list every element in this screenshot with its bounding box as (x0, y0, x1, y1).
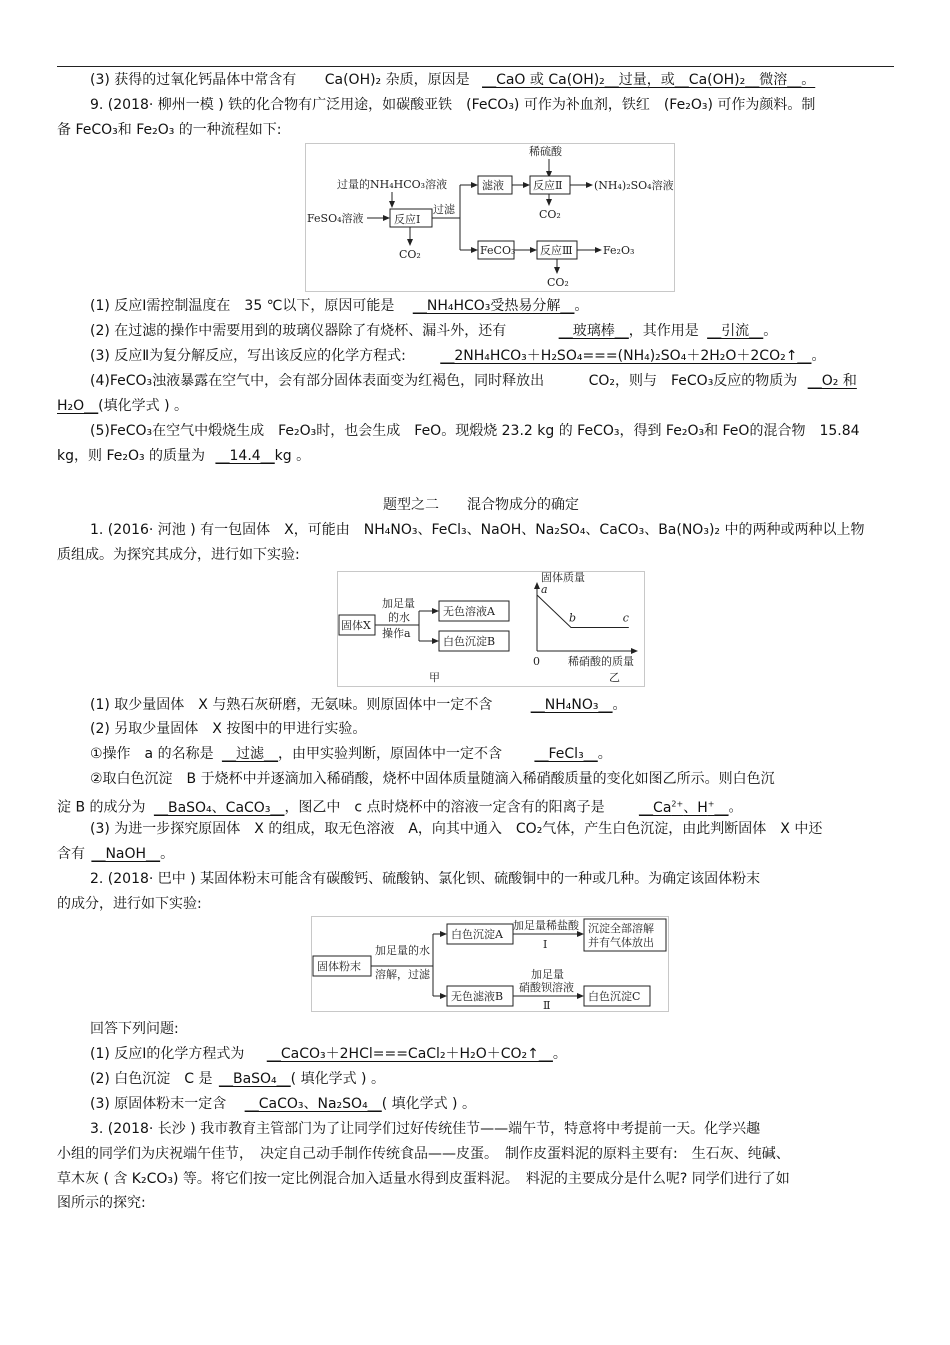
nh4hco3-label: 过量的NH₄HCO₃溶液 (337, 178, 448, 191)
figure-caption-jia: 甲 (429, 671, 440, 684)
q3-stem-cont: 图所示的探究: (57, 1195, 146, 1211)
q2-prompt: 回答下列问题: (90, 1021, 179, 1037)
text: (1) 取少量固体 X 与熟石灰研磨，无氨味。则原固体中一定不含 (90, 697, 493, 713)
text: (2) 在过滤的操作中需要用到的玻璃仪器除了有烧杯、漏斗外，还有 (90, 323, 507, 339)
solid-x-label: 固体X (341, 619, 371, 632)
text: Ca(OH)₂ 杂质，原因是 (324, 72, 470, 88)
add-water-label: 加足量 (382, 597, 415, 610)
answer: __14.4__ (215, 448, 275, 464)
q2-3-line (90, 1095, 476, 1113)
q9-4-line (90, 372, 857, 390)
precipitate-c-label: 白色沉淀C (588, 990, 641, 1003)
text: ，其作用是 (628, 323, 699, 339)
text: ( 填化学式 ) 。 (290, 1071, 385, 1087)
answer: $\_\_Ca^{2+}$、H+__ (639, 799, 729, 816)
answer: __NH₄HCO₃受热易分解__ (412, 298, 575, 314)
q9-stem: 9. (2018· 柳州一模 ) 铁的化合物有广泛用途，如碳酸亚铁 (FeCO₃) 可作为补血剂，铁红 (Fe₂O₃) 可作为颜料。制 (90, 97, 816, 113)
answer: __FeCl₃__ (534, 746, 598, 762)
q2-stem: 2. (2018· 巴中 ) 某固体粉末可能含有碳酸钙、硫酸钠、氯化钡、硫酸铜中的一种或几种。为确定该固体粉末 (90, 871, 761, 887)
q1-2-1-line (90, 745, 612, 763)
answer: __BaSO₄__ (218, 1071, 291, 1087)
filtration-label: 过滤 (433, 203, 455, 216)
text: kg 。 (274, 448, 311, 464)
figure-jia-yi (337, 571, 645, 687)
answer: __CaO 或 Ca(OH)₂__过量，或__Ca(OH)₂__微溶__。 (482, 72, 816, 88)
q1-stem-cont: 质组成。为探究其成分，进行如下实验: (57, 547, 300, 563)
y-axis-label: 固体质量 (541, 571, 585, 584)
text: 。 (552, 1046, 567, 1062)
flowchart-feco3 (305, 143, 675, 292)
q9-4-line-cont (57, 397, 188, 415)
powder-label: 固体粉末 (317, 960, 361, 973)
point-b-label: b (569, 611, 577, 625)
text: kg，则 Fe₂O₃ 的质量为 (57, 448, 206, 464)
add-hcl-label: 加足量稀盐酸 (513, 919, 579, 932)
q1-2-2-line-cont (57, 795, 742, 817)
solution-a-label: 无色溶液A (443, 605, 495, 618)
answer: __CaCO₃＋2HCl===CaCl₂＋H₂O＋CO₂↑__ (266, 1046, 553, 1062)
reaction-2-label: Ⅱ (543, 999, 551, 1012)
q3-stem-cont: 草木灰 ( 含 K₂CO₃) 等。将它们按一定比例混合加入适量水得到皮蛋料泥。 料泥的主要成分是什么呢? 同学们进行了如 (57, 1171, 790, 1187)
q9-5-line-cont (57, 447, 310, 465)
text: CO₂，则与 FeCO₃反应的物质为 (588, 373, 798, 389)
answer: __O₂ 和 (807, 373, 857, 389)
q9-3-line (90, 347, 825, 365)
x-axis-label: 稀硝酸的质量 (568, 655, 634, 668)
add-bano3-label: 硝酸钡溶液 (519, 981, 574, 994)
answer: __过滤__ (222, 746, 279, 762)
text: 。 (612, 697, 627, 713)
mass-curve (537, 595, 629, 628)
q9-stem-cont: 备 FeCO₃和 Fe₂O₃ 的一种流程如下: (57, 122, 282, 138)
text: (4)FeCO₃浊液暴露在空气中，会有部分固体表面变为红褐色，同时释放出 (90, 373, 545, 389)
text: (3) 获得的过氧化钙晶体中常含有 (90, 72, 297, 88)
answer: H₂O__ (57, 398, 99, 414)
text: ( 填化学式 ) 。 (381, 1096, 476, 1112)
text: (1) 反应Ⅰ的化学方程式为 (90, 1046, 245, 1062)
result-label: 沉淀全部溶解 (588, 922, 654, 935)
add-bano3-label: 加足量 (531, 968, 564, 981)
flowchart-powder (311, 916, 669, 1012)
dilute-h2so4-label: 稀硫酸 (529, 145, 562, 158)
figure-caption-yi: 乙 (609, 671, 620, 684)
result-label: 并有气体放出 (588, 936, 654, 949)
text: 。 (728, 799, 743, 816)
add-water-label: 加足量的水 (375, 944, 430, 957)
q9-2-line (90, 322, 777, 340)
answer: __BaSO₄、CaCO₃__ (153, 799, 285, 816)
feco3-label: FeCO₃ (480, 244, 516, 257)
dissolve-filter-label: 溶解，过滤 (375, 968, 430, 981)
answer: __CaCO₃、Na₂SO₄__ (244, 1096, 382, 1112)
q3-stem: 3. (2018· 长沙 ) 我市教育主管部门为了让同学们过好传统佳节——端午节，特意将中考提前一天。化学兴趣 (90, 1121, 761, 1137)
text: 淀 B 的成分为 (57, 799, 146, 816)
q1-2-2-line: ②取白色沉淀 B 于烧杯中并逐滴加入稀硝酸，烧杯中固体质量随滴入稀硝酸质量的变化如图乙所示。则白色沉 (90, 771, 775, 787)
text: 。 (160, 846, 175, 862)
q1-1-line (90, 696, 627, 714)
text: (3) 反应Ⅱ为复分解反应，写出该反应的化学方程式: (90, 348, 406, 364)
answer: __NaOH__ (91, 846, 161, 862)
q1-2-line: (2) 另取少量固体 X 按图中的甲进行实验。 (90, 721, 367, 737)
q1-3-line: (3) 为进一步探究原固体 X 的组成，取无色溶液 A，向其中通入 CO₂气体，产生白色沉淀，由此判断固体 X 中还 (90, 821, 823, 837)
text: ，由甲实验判断，原固体中一定不含 (278, 746, 503, 762)
reaction-2-label: 反应Ⅱ (533, 179, 563, 192)
text: 。 (597, 746, 612, 762)
mass-curve-line (537, 595, 629, 628)
text: (2) 白色沉淀 C 是 (90, 1071, 213, 1087)
answer: __2NH₄HCO₃＋H₂SO₄===(NH₄)₂SO₄＋2H₂O＋2CO₂↑__ (440, 348, 812, 364)
q3-stem-cont: 小组的同学们为庆祝端午佳节， 决定自己动手制作传统食品——皮蛋。 制作皮蛋料泥的原料主要有: 生石灰、纯碱、 (57, 1146, 790, 1162)
q2-stem-cont: 的成分，进行如下实验: (57, 896, 202, 912)
text: 。 (574, 298, 589, 314)
q2-1-line (90, 1045, 567, 1063)
co2-label: CO₂ (399, 248, 421, 261)
q9-1-line (90, 297, 588, 315)
reaction-1-label: Ⅰ (543, 938, 548, 951)
q8-3-line (90, 71, 815, 89)
co2-label: CO₂ (547, 276, 569, 289)
filtrate-label: 滤液 (482, 179, 504, 192)
precipitate-a-label: 白色沉淀A (451, 928, 503, 941)
operation-a-label: 操作a (382, 627, 411, 640)
text: 含有 (57, 846, 85, 862)
q9-5-line: (5)FeCO₃在空气中煅烧生成 Fe₂O₃时，也会生成 FeO。现煅烧 23.2 kg 的 FeCO₃，得到 Fe₂O₃和 FeO的混合物 15.84 (90, 423, 860, 439)
precipitate-b-label: 白色沉淀B (443, 635, 496, 648)
co2-label: CO₂ (539, 208, 561, 221)
text: ①操作 a 的名称是 (90, 746, 214, 762)
text: (1) 反应Ⅰ需控制温度在 35 ℃以下，原因可能是 (90, 298, 395, 314)
header-rule (57, 66, 894, 67)
origin-label: 0 (533, 655, 540, 668)
text: (填化学式 ) 。 (98, 398, 188, 414)
ammonium-sulfate-label: (NH₄)₂SO₄溶液 (594, 179, 674, 192)
answer: __玻璃棒__ (558, 323, 629, 339)
answer: __NH₄NO₃__ (530, 697, 613, 713)
feso4-label: FeSO₄溶液 (307, 212, 364, 225)
section-title: 题型之二 混合物成分的确定 (383, 497, 579, 513)
q1-stem: 1. (2016· 河池 ) 有一包固体 X，可能由 NH₄NO₃、FeCl₃、NaOH、Na₂SO₄、CaCO₃、Ba(NO₃)₂ 中的两种或两种以上物 (90, 522, 865, 538)
text: 。 (763, 323, 778, 339)
reaction-1-label: 反应Ⅰ (394, 213, 421, 226)
text: ，图乙中 c 点时烧杯中的溶液一定含有的阳离子是 (284, 799, 605, 816)
q1-3-line-cont (57, 845, 174, 863)
reaction-3-label: 反应Ⅲ (540, 244, 573, 257)
point-c-label: c (622, 611, 629, 625)
filtrate-b-label: 无色滤液B (451, 990, 504, 1003)
fe2o3-label: Fe₂O₃ (603, 244, 635, 257)
add-water-label: 的水 (388, 611, 410, 624)
q2-2-line (90, 1070, 385, 1088)
point-a-label: a (541, 583, 548, 596)
text: 。 (811, 348, 826, 364)
answer: __引流__ (707, 323, 764, 339)
text: (3) 原固体粉末一定含 (90, 1096, 227, 1112)
